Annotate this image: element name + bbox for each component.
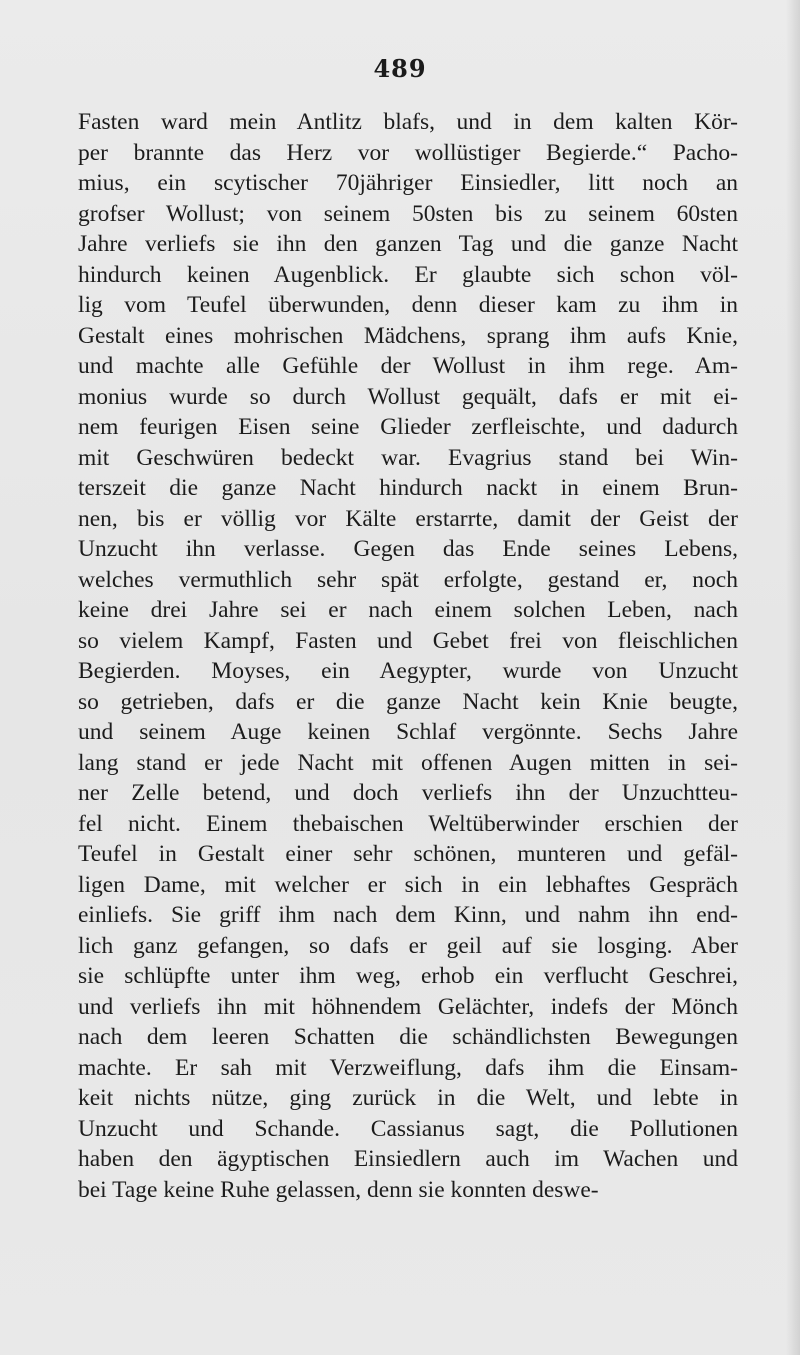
- text-line: ligen Dame, mit welcher er sich in ein lebhaftes Gespräch: [78, 871, 738, 898]
- text-line: per brannte das Herz vor wollüstiger Begierde.“ Pacho-: [78, 139, 738, 166]
- text-line: so getrieben, dafs er die ganze Nacht kein Knie beugte,: [78, 688, 738, 715]
- text-line: Fasten ward mein Antlitz blafs, und in dem kalten Kör-: [78, 109, 738, 135]
- text-line: keine drei Jahre sei er nach einem solchen Leben, nach: [78, 597, 738, 623]
- text-line: ner Zelle betend, und doch verliefs ihn der Unzuchtteu-: [78, 780, 738, 806]
- text-line: grofser Wollust; von seinem 50sten bis zu seinem 60sten: [78, 200, 738, 227]
- text-line: lig vom Teufel überwunden, denn dieser kam zu ihm in: [78, 292, 738, 318]
- text-line: keit nichts nütze, ging zurück in die Welt, und lebte in: [78, 1085, 738, 1111]
- text-line: haben den ägyptischen Einsiedlern auch im Wachen und: [78, 1146, 738, 1172]
- text-line: Gestalt eines mohrischen Mädchens, sprang ihm aufs Knie,: [78, 322, 738, 349]
- text-line: hindurch keinen Augenblick. Er glaubte sich schon völ-: [78, 261, 738, 288]
- text-line: Teufel in Gestalt einer sehr schönen, munteren und gefäl-: [78, 841, 738, 867]
- page-edge-shadow: [786, 0, 800, 1355]
- text-line: und machte alle Gefühle der Wollust in ihm rege. Am-: [78, 353, 738, 379]
- text-line: bei Tage keine Ruhe gelassen, denn sie konnten deswe-: [78, 1176, 599, 1203]
- body-text: [78, 107, 738, 1205]
- text-line: nem feurigen Eisen seine Glieder zerfleischte, und dadurch: [78, 414, 738, 440]
- text-line: sie schlüpfte unter ihm weg, erhob ein verflucht Geschrei,: [78, 963, 738, 989]
- text-line: mius, ein scytischer 70jähriger Einsiedler, litt noch an: [78, 170, 738, 196]
- text-line: Jahre verliefs sie ihn den ganzen Tag und die ganze Nacht: [78, 231, 738, 257]
- page-number: 489: [373, 54, 427, 83]
- text-line: und seinem Auge keinen Schlaf vergönnte. Sechs Jahre: [78, 719, 738, 745]
- text-line: Unzucht und Schande. Cassianus sagt, die Pollutionen: [78, 1115, 738, 1142]
- text-line: nach dem leeren Schatten die schändlichsten Bewegungen: [78, 1024, 738, 1050]
- text-line: Unzucht ihn verlasse. Gegen das Ende seines Lebens,: [78, 536, 738, 562]
- text-line: machte. Er sah mit Verzweiflung, dafs ihm die Einsam-: [78, 1054, 738, 1081]
- text-line: mit Geschwüren bedeckt war. Evagrius stand bei Win-: [78, 444, 738, 471]
- text-line: so vielem Kampf, Fasten und Gebet frei von fleischlichen: [78, 627, 738, 654]
- text-line: lang stand er jede Nacht mit offenen Augen mitten in sei-: [78, 749, 738, 776]
- text-line: monius wurde so durch Wollust gequält, dafs er mit ei-: [78, 383, 738, 410]
- text-line: fel nicht. Einem thebaischen Weltüberwinder erschien der: [78, 810, 738, 837]
- text-line: einliefs. Sie griff ihm nach dem Kinn, und nahm ihn end-: [78, 902, 738, 928]
- text-line: terszeit die ganze Nacht hindurch nackt in einem Brun-: [78, 475, 738, 501]
- text-line: welches vermuthlich sehr spät erfolgte, gestand er, noch: [78, 566, 738, 593]
- text-line: lich ganz gefangen, so dafs er geil auf sie losging. Aber: [78, 932, 738, 959]
- text-line: nen, bis er völlig vor Kälte erstarrte, damit der Geist der: [78, 505, 738, 532]
- text-line: und verliefs ihn mit höhnendem Gelächter, indefs der Mönch: [78, 993, 738, 1020]
- text-line: Begierden. Moyses, ein Aegypter, wurde von Unzucht: [78, 658, 738, 684]
